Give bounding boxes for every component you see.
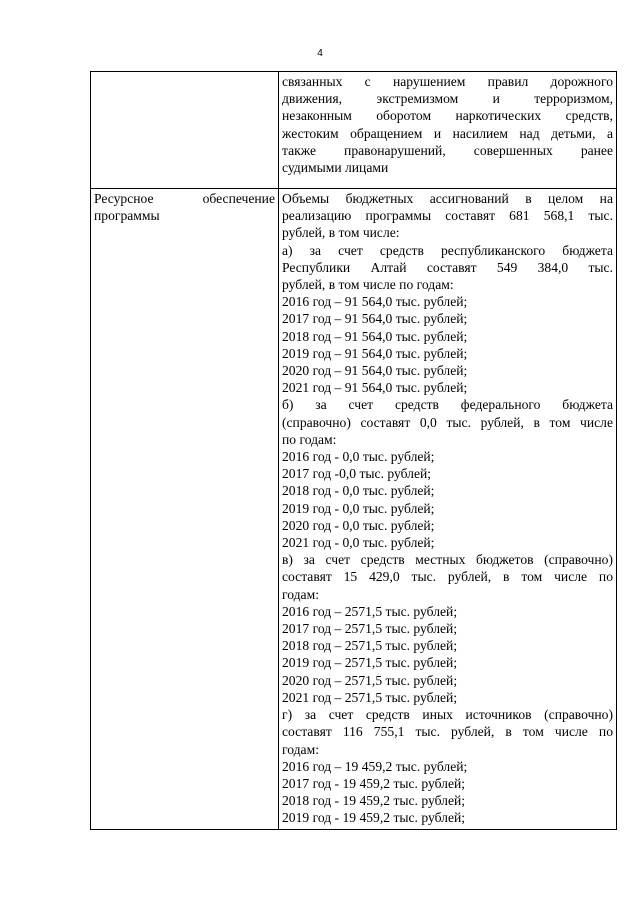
text-line: движения, экстремизмом и терроризмом, (282, 91, 613, 107)
text-line: 2019 год - 19 459,2 тыс. рублей; (282, 810, 466, 826)
offenses-text (282, 73, 613, 176)
page-number: 4 (317, 48, 323, 59)
text-line: 2018 год - 19 459,2 тыс. рублей; (282, 793, 466, 809)
section-a-years (282, 293, 613, 396)
text-line: связанных с нарушением правил дорожного (282, 74, 613, 89)
text-line: 2019 год – 91 564,0 тыс. рублей; (282, 345, 468, 361)
text-line: 2020 год – 91 564,0 тыс. рублей; (282, 363, 468, 379)
section-d-years (282, 758, 613, 827)
table-cell-resource-label (91, 189, 279, 830)
section-d-other-sources (282, 706, 613, 758)
text-line: рублей, в том числе по годам: (282, 277, 454, 293)
text-line: по годам: (282, 431, 337, 447)
text-line: 2017 год – 91 564,0 тыс. рублей; (282, 311, 468, 327)
text-line: 2018 год - 0,0 тыс. рублей; (282, 483, 435, 499)
text-line: 2017 год -0,0 тыс. рублей; (282, 466, 432, 482)
text-line: 2021 год - 0,0 тыс. рублей; (282, 535, 435, 551)
text-line: 2016 год – 19 459,2 тыс. рублей; (282, 758, 468, 774)
section-b-federal-budget (282, 396, 613, 448)
funding-intro (282, 190, 613, 242)
text-line: 2016 год – 2571,5 тыс. рублей; (282, 603, 458, 619)
text-line: в) за счет средств местных бюджетов (справочно) (282, 552, 613, 568)
text-line: 2019 год – 2571,5 тыс. рублей; (282, 655, 458, 671)
table-row (91, 72, 617, 189)
text-line: 2017 год - 19 459,2 тыс. рублей; (282, 775, 466, 791)
text-line: а) за счет средств республиканского бюджета (282, 242, 613, 258)
text-line: судимыми лицами (282, 160, 389, 176)
text-line: 2021 год – 2571,5 тыс. рублей; (282, 689, 458, 705)
text-line: также правонарушений, совершенных ранее (282, 142, 613, 158)
section-c-years (282, 603, 613, 706)
text-line: программы (94, 208, 160, 224)
text-line: реализацию программы составят 681 568,1 тыс. (282, 208, 613, 224)
text-line: 2018 год – 2571,5 тыс. рублей; (282, 638, 458, 654)
text-line: 2020 год - 0,0 тыс. рублей; (282, 517, 435, 533)
text-line: Ресурсное обеспечение (94, 191, 275, 206)
program-passport-table (90, 71, 617, 830)
text-line: 2016 год - 0,0 тыс. рублей; (282, 449, 435, 465)
text-line: г) за счет средств иных источников (справочно) (282, 707, 613, 723)
text-line: 2020 год – 2571,5 тыс. рублей; (282, 672, 458, 688)
text-line: жестоким обращением и насилием над детьми, а (282, 125, 613, 141)
text-line: б) за счет средств федерального бюджета (282, 397, 613, 413)
text-line: 2021 год – 91 564,0 тыс. рублей; (282, 380, 468, 396)
text-line: Объемы бюджетных ассигнований в целом на (282, 191, 613, 206)
table-cell-resource-content (279, 189, 617, 830)
table-row (91, 189, 617, 830)
text-line: годам: (282, 586, 319, 602)
text-line: 2019 год - 0,0 тыс. рублей; (282, 500, 435, 516)
text-line: составят 116 755,1 тыс. рублей, в том числе по (282, 724, 613, 740)
text-line: Республики Алтай составят 549 384,0 тыс. (282, 259, 613, 275)
text-line: 2016 год – 91 564,0 тыс. рублей; (282, 294, 468, 310)
text-line: годам: (282, 741, 319, 757)
text-line: рублей, в том числе: (282, 225, 400, 241)
text-line: 2018 год – 91 564,0 тыс. рублей; (282, 328, 468, 344)
table-cell-offenses-continuation (279, 72, 617, 189)
section-b-years (282, 448, 613, 551)
resource-label (94, 190, 275, 224)
text-line: (справочно) составят 0,0 тыс. рублей, в том числе (282, 414, 613, 430)
section-c-local-budgets (282, 551, 613, 603)
text-line: составят 15 429,0 тыс. рублей, в том числе по (282, 569, 613, 585)
table-cell-empty (91, 72, 279, 189)
text-line: незаконным оборотом наркотических средств, (282, 108, 613, 124)
section-a-republican-budget (282, 242, 613, 294)
text-line: 2017 год – 2571,5 тыс. рублей; (282, 621, 458, 637)
